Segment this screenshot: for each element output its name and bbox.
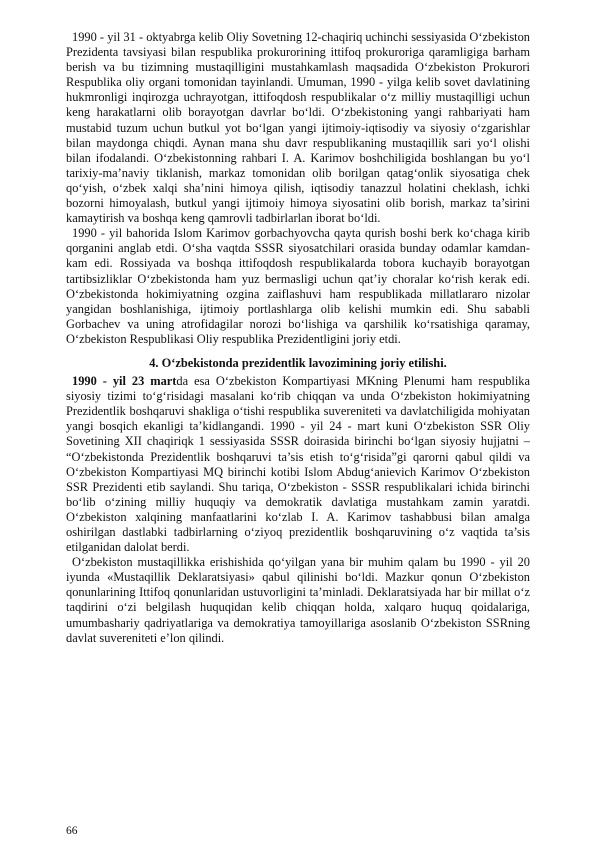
paragraph-4-text: O‘zbekiston mustaqillikka erishishida qo‘yilgan yana bir muhim qalam bu 1990 - yil 20 iyunda «Mustaqillik Deklaratsiyasi» qabul qilinishi bo‘ldi. Mazkur qonun O‘zbekiston qonunlarining Ittifoq qonunlaridan ustuvorligini ta’minladi. Deklaratsiyada har bir millat o‘z taqdirini o‘zi belgilash huquqidan kelib chiqqan holda, xalqaro huquq qoidalariga, umumbashariy qadriyatlariga va demokratiya tamoyillariga asoslanib O‘zbekiston SSRning davlat suvereniteti e’lon qilindi.	[66, 555, 530, 645]
page-number: 66	[66, 825, 78, 837]
paragraph-3-text: da esa O‘zbekiston Kompartiyasi MKning Plenumi ham respublika siyosiy tizimi to‘g‘risidagi masalani ko‘rib chiqqan va unda O‘zbekiston hokimiyatning Prezidentlik boshqaruvi shakliga o‘tishi respublika suvereniteti va davlatchiligida mohiyatan yangi bosqich ekanligi ta’kidlangandi. 1990 - yil 24 - mart kuni O‘zbekiston SSR Oliy Sovetining XII chaqiriqk 1 sessiyasida SSSR doirasida birinchi bo‘lgan siyosiy hujjatni – “O‘zbekistonda Prezidentlik boshqaruvi ta’sis etish to‘g‘risida”gi qarorni qabul qildi va O‘zbekiston Kompartiyasi MQ birinchi kotibi Islom Abdug‘anievich Karimov O‘zbekiston SSR Prezidenti etib saylandi. Shu tariqa, O‘zbekiston - SSSR respublikalari ichida birinchi bo‘lib o‘zining milliy huquqiy va demokratik davlatiga mustahkam zamin yaratdi. O‘zbekiston xalqining manfaatlarini ko‘zlab I. A. Karimov tashabbusi bilan amalga oshirilgan dastlabki tadbirlarning o‘ziyoq prezidentlik boshqaruvining o‘z vaqtida ta’sis etilganidan dalolat berdi.	[66, 374, 530, 555]
paragraph-2	[66, 226, 530, 347]
paragraph-1	[66, 30, 530, 226]
section-heading: 4. O‘zbekistonda prezidentlik lavozimining joriy etilishi.	[149, 355, 447, 370]
paragraph-3-lead-date: 1990 - yil 23 mart	[72, 374, 177, 389]
paragraph-2-text: 1990 - yil bahorida Islom Karimov gorbachyovcha qayta qurish boshi berk ko‘chaga kirib qorganini anglab etdi. O‘sha vaqtda SSSR siyosatchilari orasida bunday odamlar kamdan-kam edi. Rossiyada va boshqa ittifoqdosh respublikalarda tobora kuchayib borayotgan tartibsizliklar O‘zbekistonda ham yuz bermasligi uchun qat’iy choralar ko‘rish kerak edi. O‘zbekistonda hokimiyatning ozgina zaiflashuvi ham respublikada millatlararo nizolar yangidan boshlanishiga, ijtimoiy portlashlarga olib kelishi mumkin edi. Shu sababli Gorbachev va uning atrofidagilar norozi bo‘lishiga va qarshilik ko‘rsatishiga qaramay, O‘zbekiston Respublikasi Oliy respublika Prezidentligini joriy etdi.	[66, 226, 530, 346]
paragraph-4	[66, 555, 530, 646]
paragraph-3	[66, 374, 530, 555]
paragraph-1-text: 1990 - yil 31 - oktyabrga kelib Oliy Sovetning 12-chaqiriq uchinchi sessiyasida O‘zbekiston Prezidenta tavsiyasi bilan respublika prokurorining ittifoq prokuroriga qaramligiga barham berish va bu tizimning mustaqilligini mustahkamlash maqsadida O‘zbekiston Prokurori Respublika oliy organi tomonidan tayinlandi. Umuman, 1990 - yilga kelib sovet davlatining hukmronligi inqirozga uchrayotgan, ittifoqdosh respublikalar o‘z milliy mustaqilligi uchun keng harakatlarni olib borayotgan davrlar bo‘ldi. O‘zbekistoning yangi rahbariyati ham mustabid tuzum uchun butkul yot bo‘lgan yangi ijtimoiy-iqtisodiy va siyosiy o‘zgarishlar bilan maydonga chiqdi. Aynan mana shu davr respublikaning mustaqillik sari yo‘l olishi bilan ifodalandi. O‘zbekistonning rahbari I. A. Karimov boshchiligida boshlangan bu yo‘l tarixiy-ma’naviy tiklanish, markaz tomonidan olib borilgan qatag‘onlik siyosatiga chek qo‘yish, o‘zbek xalqi sha’nini himoya qilish, iqtisodiy tanazzul holatini cheklash, ichki bozorni himoyalash, butkul yangi ijtimoiy himoya siyosatini olib borish, markaz ta’sirini kamaytirish va boshqa keng qamrovli tadbirlarlan iborat bo‘ldi.	[66, 30, 530, 226]
page-content	[66, 30, 530, 646]
